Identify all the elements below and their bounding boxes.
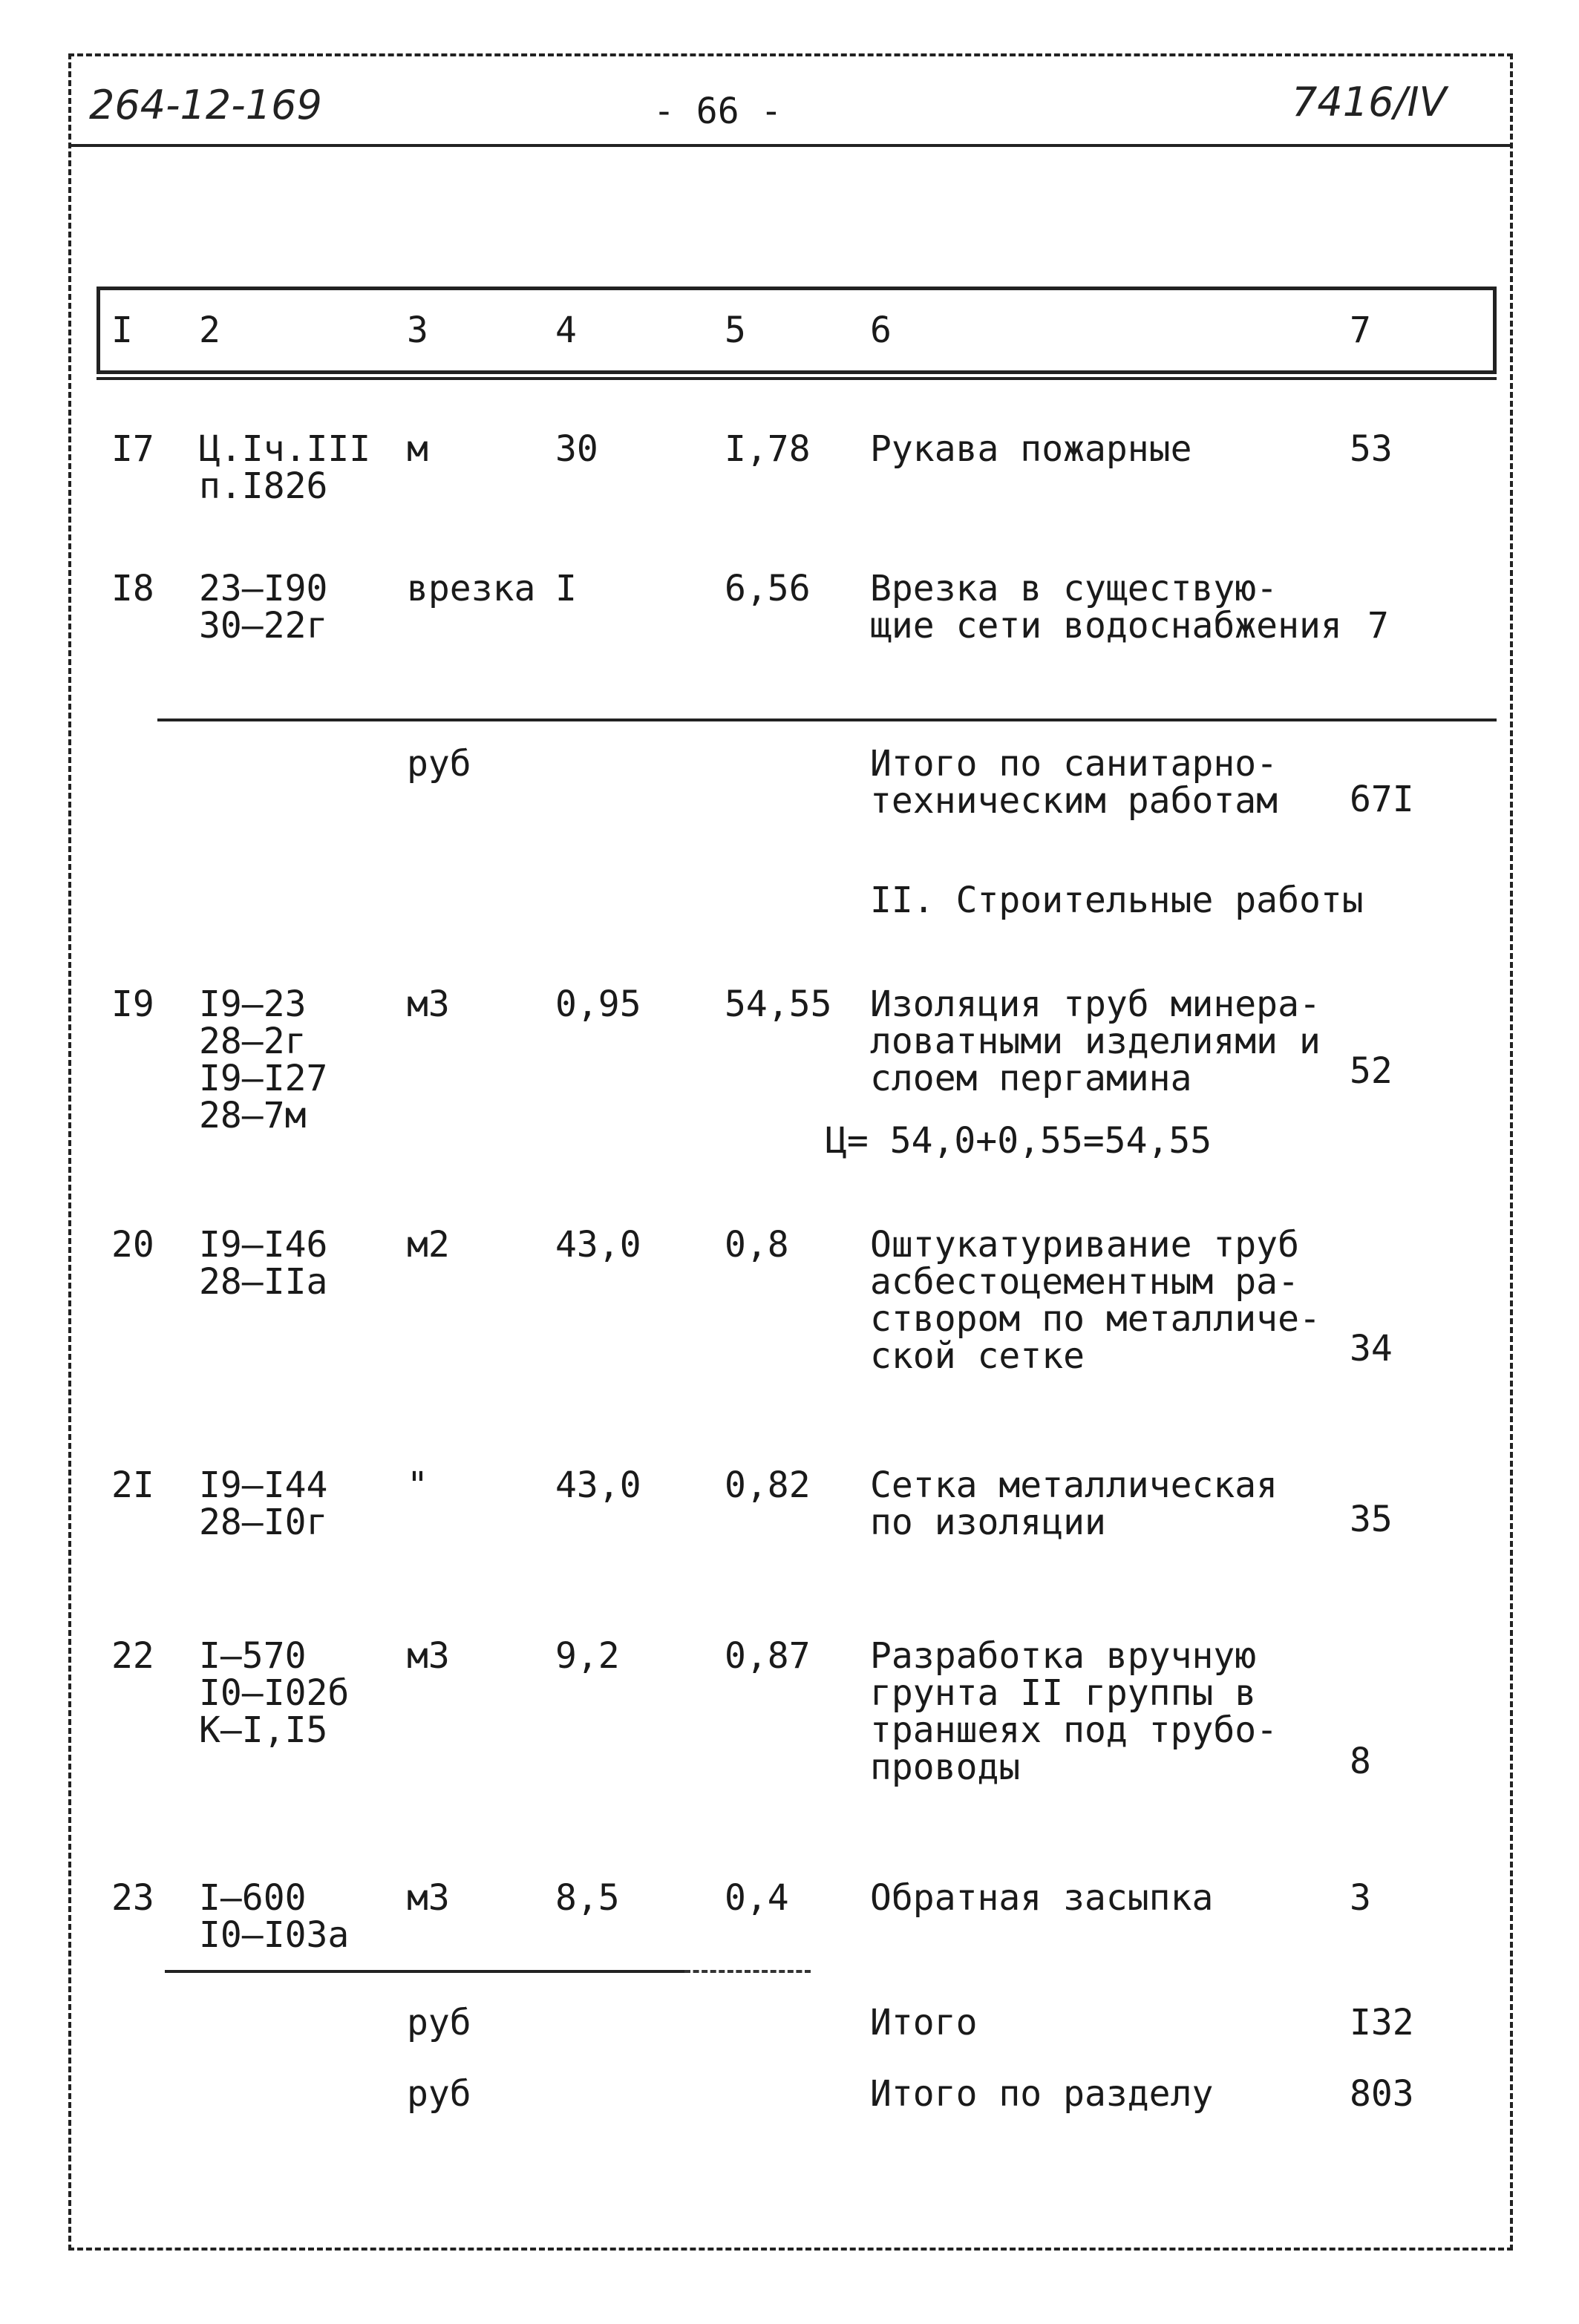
row-price: 6,56 bbox=[725, 568, 811, 609]
row-code: I–600 I0–I03а bbox=[199, 1877, 350, 1956]
row-code: I–570 I0–I02б К–I,I5 bbox=[199, 1635, 350, 1751]
col-header-4: 4 bbox=[555, 310, 577, 351]
section-total-desc: Итого по разделу bbox=[870, 2073, 1214, 2115]
row-desc: Врезка в существую- щие сети водоснабжения bbox=[870, 568, 1342, 647]
subtotal-desc: Итого по санитарно- техническим работам bbox=[870, 743, 1278, 822]
price-note: Ц= 54,0+0,55=54,55 bbox=[826, 1120, 1212, 1162]
row-unit: " bbox=[407, 1464, 428, 1506]
col-header-3: 3 bbox=[407, 310, 428, 351]
row-total: 34 bbox=[1350, 1328, 1393, 1369]
row-price: 0,4 bbox=[725, 1877, 789, 1919]
col-header-6: 6 bbox=[870, 310, 892, 351]
total-rule-dashed bbox=[684, 1970, 811, 1973]
sheet-ref: 7416/IV bbox=[1292, 79, 1447, 125]
row-number: 2I bbox=[111, 1464, 154, 1506]
row-total: 8 bbox=[1350, 1741, 1371, 1782]
row-desc: Разработка вручную грунта II группы в траншеях под трубо- проводы bbox=[870, 1635, 1278, 1788]
row-number: 20 bbox=[111, 1224, 154, 1266]
column-header-underline bbox=[97, 377, 1497, 380]
row-number: 22 bbox=[111, 1635, 154, 1677]
row-qty: 43,0 bbox=[555, 1464, 641, 1506]
row-unit: врезка bbox=[407, 568, 536, 609]
row-code: Ц.Iч.III п.I826 bbox=[199, 428, 371, 507]
row-price: 0,87 bbox=[725, 1635, 811, 1677]
section-total-value: 803 bbox=[1350, 2073, 1414, 2115]
row-unit: м2 bbox=[407, 1224, 450, 1266]
row-code: 23–I90 30–22г bbox=[199, 568, 328, 647]
row-code: I9–I44 28–I0г bbox=[199, 1464, 328, 1543]
subtotal-rule bbox=[157, 719, 1497, 721]
total-unit: руб bbox=[407, 2002, 471, 2043]
row-qty: 30 bbox=[555, 428, 598, 470]
row-desc: Оштукатуривание труб асбестоцементным ра- створом по металличе- ской сетке bbox=[870, 1224, 1321, 1377]
row-desc: Изоляция труб минера- ловатными изделиями и слоем пергамина bbox=[870, 983, 1321, 1099]
row-desc: Рукава пожарные bbox=[870, 428, 1192, 470]
row-unit: м3 bbox=[407, 983, 450, 1025]
row-code: I9–23 28–2г I9–I27 28–7м bbox=[199, 983, 328, 1136]
subtotal-total: 67I bbox=[1350, 779, 1414, 820]
header-rule bbox=[71, 144, 1511, 147]
col-header-2: 2 bbox=[199, 310, 220, 351]
row-unit: м3 bbox=[407, 1877, 450, 1919]
row-qty: I bbox=[555, 568, 577, 609]
row-price: 0,8 bbox=[725, 1224, 789, 1266]
doc-code: 264-12-169 bbox=[89, 82, 322, 128]
section-total-unit: руб bbox=[407, 2073, 471, 2115]
row-price: 0,82 bbox=[725, 1464, 811, 1506]
col-header-5: 5 bbox=[725, 310, 746, 351]
row-price: I,78 bbox=[725, 428, 811, 470]
row-total: 35 bbox=[1350, 1499, 1393, 1540]
total-desc: Итого bbox=[870, 2002, 978, 2043]
row-total: 52 bbox=[1350, 1050, 1393, 1092]
col-header-1: I bbox=[111, 310, 133, 351]
row-qty: 8,5 bbox=[555, 1877, 620, 1919]
row-desc: Сетка металлическая по изоляции bbox=[870, 1464, 1278, 1543]
row-number: I9 bbox=[111, 983, 154, 1025]
column-header-box bbox=[97, 287, 1497, 374]
row-total: 53 bbox=[1350, 428, 1393, 470]
page-number: - 66 - bbox=[653, 91, 782, 132]
col-header-7: 7 bbox=[1350, 310, 1371, 351]
row-unit: м bbox=[407, 428, 428, 470]
total-rule bbox=[165, 1970, 684, 1973]
row-number: I7 bbox=[111, 428, 154, 470]
section-heading: II. Строительные работы bbox=[870, 880, 1364, 921]
row-total: 7 bbox=[1367, 605, 1389, 647]
row-number: I8 bbox=[111, 568, 154, 609]
row-price: 54,55 bbox=[725, 983, 832, 1025]
subtotal-unit: руб bbox=[407, 743, 471, 785]
row-qty: 0,95 bbox=[555, 983, 641, 1025]
row-total: 3 bbox=[1350, 1877, 1371, 1919]
row-unit: м3 bbox=[407, 1635, 450, 1677]
row-number: 23 bbox=[111, 1877, 154, 1919]
total-value: I32 bbox=[1350, 2002, 1414, 2043]
row-qty: 43,0 bbox=[555, 1224, 641, 1266]
row-qty: 9,2 bbox=[555, 1635, 620, 1677]
row-code: I9–I46 28–IIа bbox=[199, 1224, 328, 1303]
row-desc: Обратная засыпка bbox=[870, 1877, 1214, 1919]
